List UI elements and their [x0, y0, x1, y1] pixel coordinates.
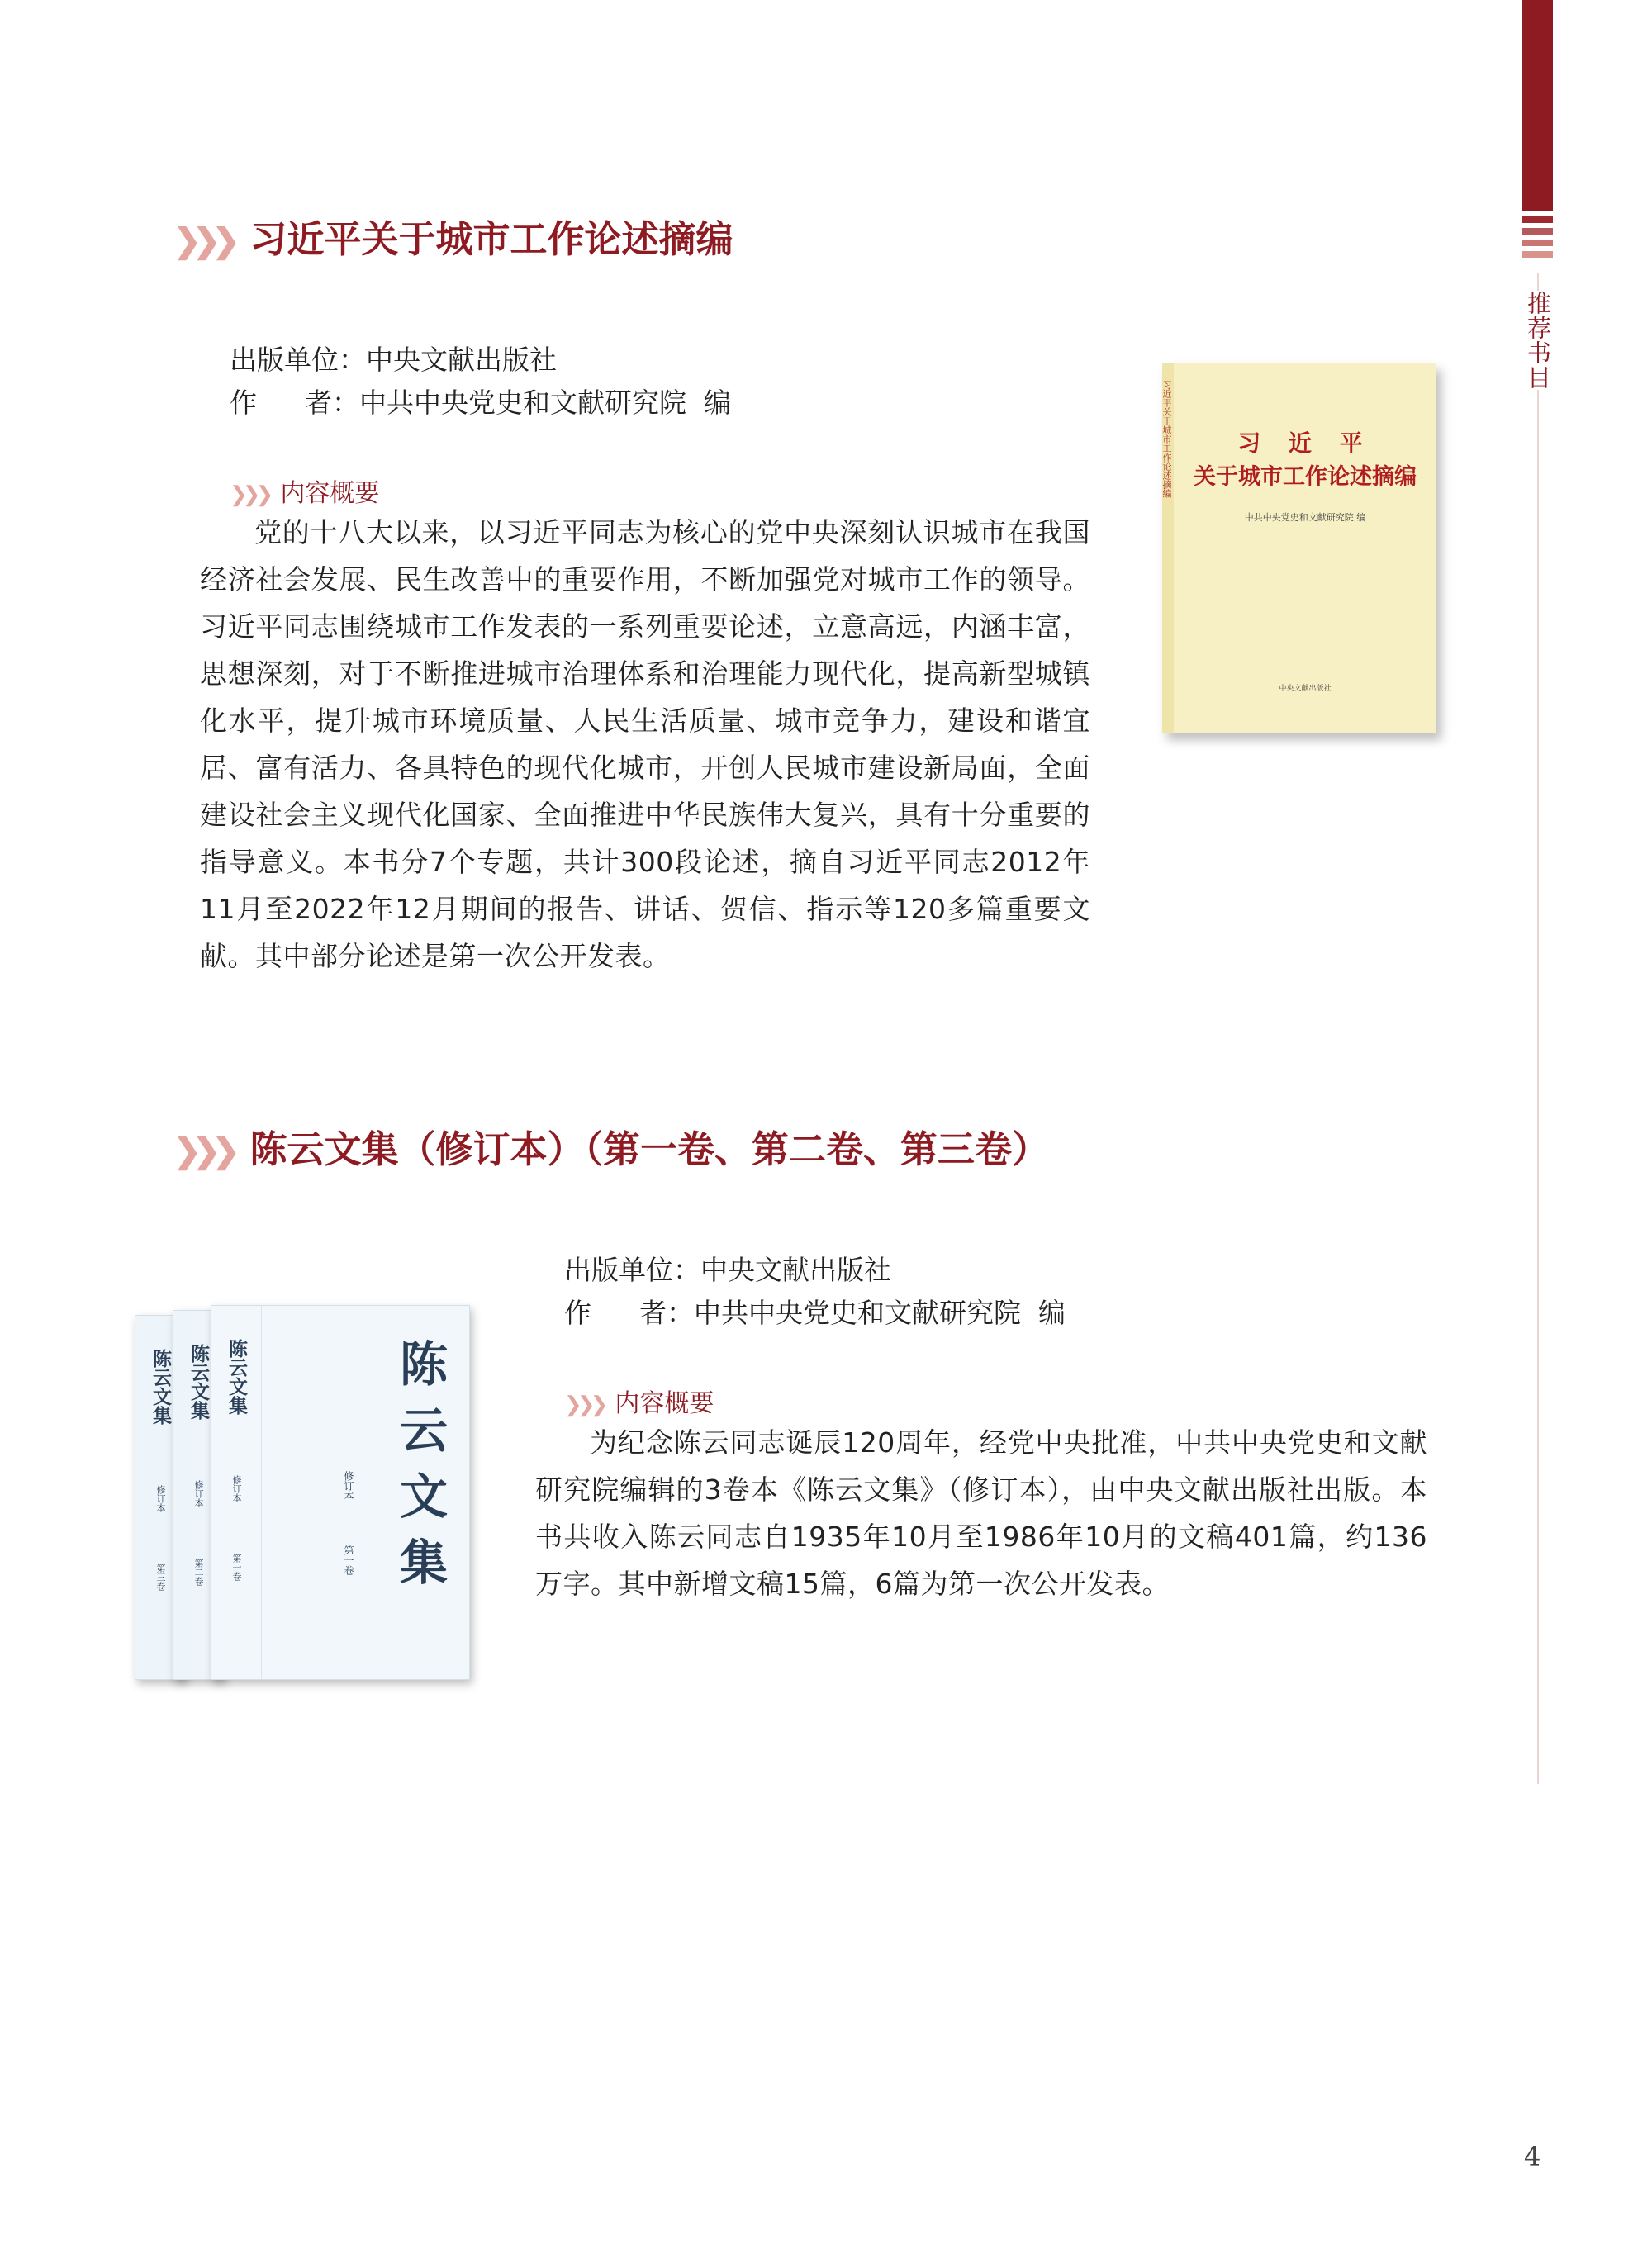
- chevron-icon: ❯❯❯: [564, 1393, 604, 1417]
- volume1-cover: 陈云文集 修订本 第一卷 陈云文集 修订本 第一卷: [211, 1305, 470, 1680]
- publisher-value: 中央文献出版社: [366, 344, 557, 376]
- page-number: 4: [1524, 2141, 1541, 2172]
- book1-cover-image: 习近平关于城市工作论述摘编 习 近 平 关于城市工作论述摘编 中共中央党史和文献研究院 编 中央文献出版社: [1162, 363, 1436, 733]
- book2-summary-heading: ❯❯❯ 内容概要: [564, 1389, 714, 1418]
- publisher-label: 出版单位: [230, 344, 339, 376]
- chevron-icon: ❯❯❯: [230, 482, 269, 507]
- book2-author-row: 作 者：中共中央党史和文献研究院 编: [564, 1297, 1066, 1329]
- book2-title-text: 陈云文集（修订本）（第一卷、第二卷、第三卷）: [249, 1127, 1050, 1171]
- chevron-icon: ❯❯❯: [173, 1132, 232, 1170]
- book1-title: [173, 209, 733, 263]
- author-value: 中共中央党史和文献研究院: [359, 387, 686, 419]
- side-divider-line: [1537, 273, 1539, 1784]
- side-stripes: [1522, 216, 1553, 263]
- book2-publisher-row: 出版单位：中央文献出版社: [564, 1254, 891, 1286]
- side-accent-bar: [1522, 0, 1553, 211]
- chevron-icon: ❯❯❯: [173, 221, 232, 260]
- book1-summary: 党的十八大以来，以习近平同志为核心的党中央深刻认识城市在我国经济社会发展、民生改善中的重要作用，不断加强党对城市工作的领导。习近平同志围绕城市工作发表的一系列重要论述，立意高远，内涵丰富，思想深刻，对于不断推进城市治理体系和治理能力现代化，提高新型城镇化水平，提升城市环境质量、人民生活质量、城市竞争力，建设和谐宜居、富有活力、各具特色的现代化城市，开创人民城市建设新局面，全面建设社会主义现代化国家、全面推进中华民族伟大复兴，具有十分重要的指导意义。本书分7个专题，共计300段论述，摘自习近平同志2012年11月至2022年12月期间的报告、讲话、贺信、指示等120多篇重要文献。其中部分论述是第一次公开发表。: [200, 516, 1090, 972]
- book2-title: [173, 1119, 1049, 1173]
- book2-cover-image: [135, 1305, 482, 1693]
- book1-summary-heading: ❯❯❯ 内容概要: [230, 479, 380, 508]
- book1-author-row: 作 者：中共中央党史和文献研究院 编: [230, 387, 731, 419]
- book1-publisher-row: 出版单位：中央文献出版社: [230, 344, 557, 376]
- book1-title-text: 习近平关于城市工作论述摘编: [249, 217, 733, 261]
- book2-summary: 为纪念陈云同志诞辰120周年，经党中央批准，中共中央党史和文献研究院编辑的3卷本《陈云文集》（修订本），由中央文献出版社出版。本书共收入陈云同志自1935年10月至1986年10月的文稿401篇，约136万字。其中新增文稿15篇，6篇为第一次公开发表。: [535, 1426, 1427, 1600]
- volume3-spine: 陈云文集 修订本 第三卷: [135, 1315, 186, 1680]
- volume2-spine: 陈云文集 修订本 第二卷: [173, 1310, 224, 1680]
- section-label: 推荐书目: [1524, 291, 1552, 390]
